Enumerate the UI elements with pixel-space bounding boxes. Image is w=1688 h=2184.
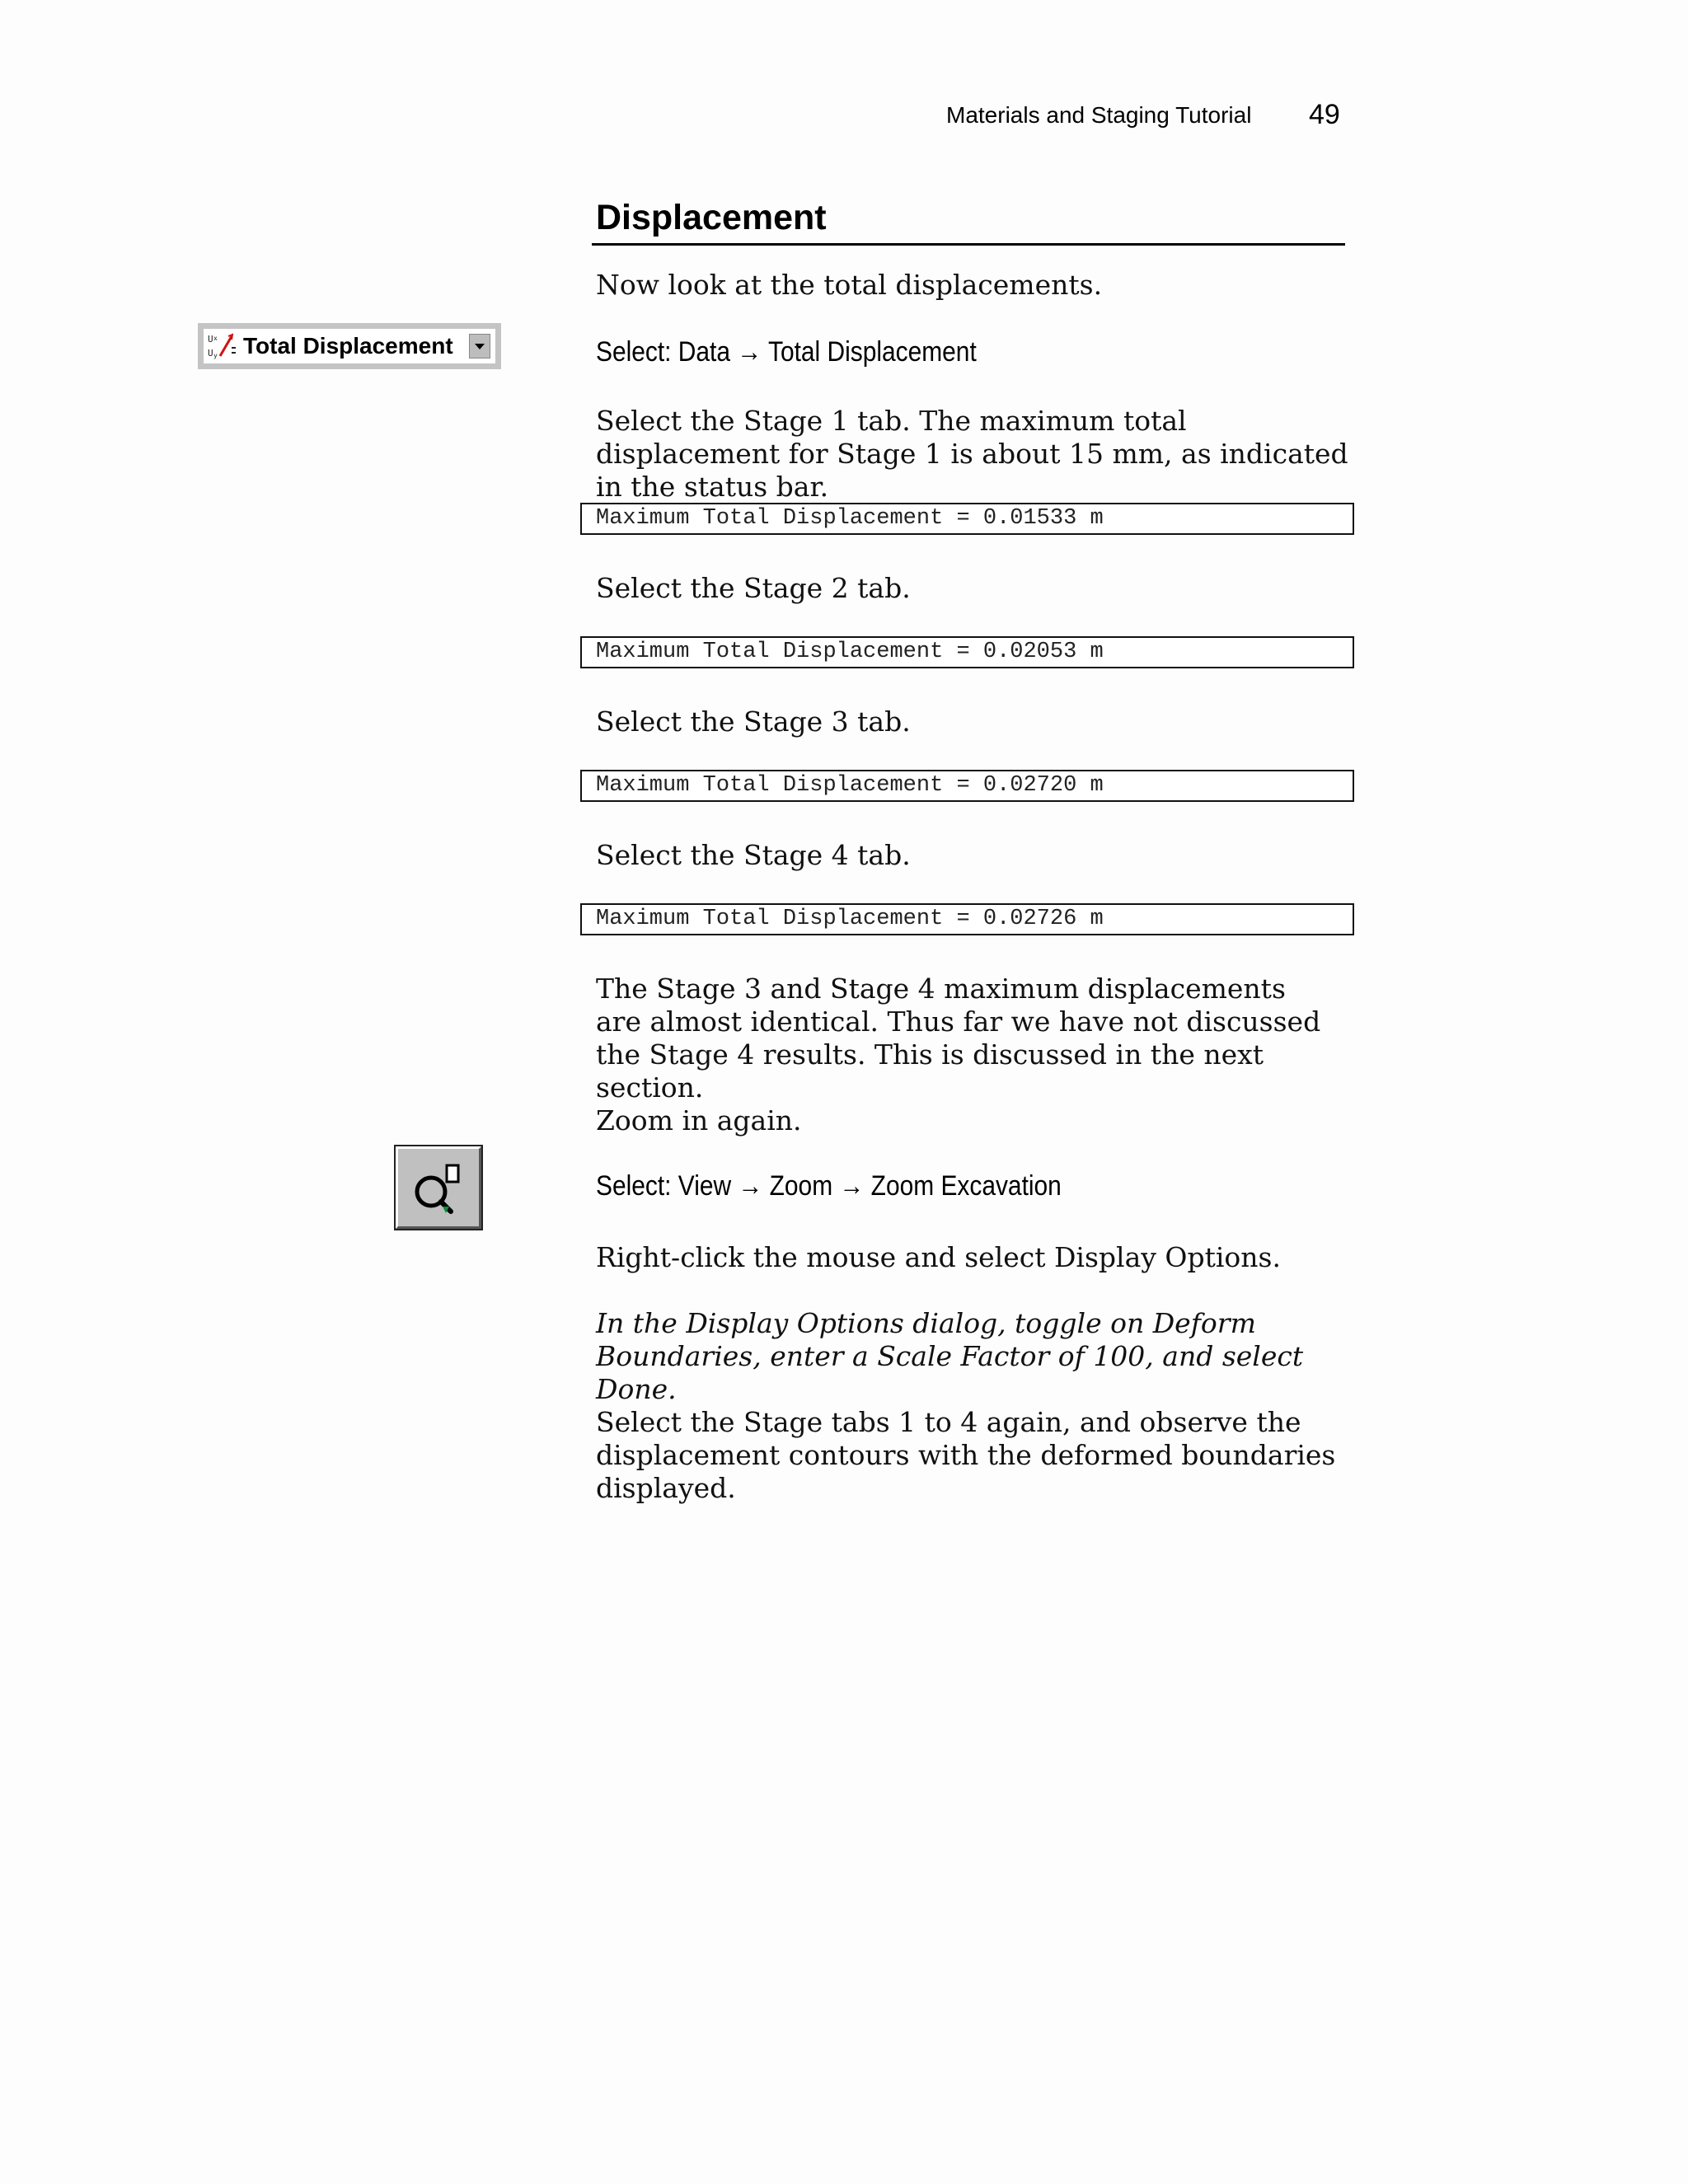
zoom-paragraph: Zoom in again. [596,1104,802,1137]
stage4-paragraph: Select the Stage 4 tab. [596,839,911,871]
zoom-excavation-button[interactable] [396,1146,481,1229]
running-header-title: Materials and Staging Tutorial [946,102,1252,128]
svg-text:y: y [213,352,218,359]
svg-text:U: U [208,334,213,344]
menu-path-data: Select: Data → Total Displacement [596,336,977,368]
zoom-excavation-icon [398,1149,479,1226]
stage2-paragraph: Select the Stage 2 tab. [596,572,911,604]
stage3-paragraph: Select the Stage 3 tab. [596,705,911,738]
intro-paragraph: Now look at the total displacements. [596,269,1103,301]
dialog-instruction-paragraph: In the Display Options dialog, toggle on Deform Boundaries, enter a Scale Factor of 100, and select Done. [596,1307,1304,1405]
final-paragraph: Select the Stage tabs 1 to 4 again, and observe the displacement contours with the deformed boundaries displayed. [596,1406,1336,1504]
page-number: 49 [1309,99,1340,130]
stage1-paragraph: Select the Stage 1 tab. The maximum total displacement for Stage 1 is about 15 mm, as indicated in the status bar. [596,405,1348,503]
svg-text:U: U [208,348,213,359]
status-bar-stage2: Maximum Total Displacement = 0.02053 m [580,636,1354,668]
status-bar-stage1: Maximum Total Displacement = 0.01533 m [580,503,1354,535]
dropdown-selected-value: Total Displacement [243,333,453,359]
data-dropdown[interactable] [198,323,501,369]
svg-text:x: x [213,335,218,342]
right-click-paragraph: Right-click the mouse and select Display Options. [596,1241,1281,1273]
status-bar-stage3: Maximum Total Displacement = 0.02720 m [580,770,1354,802]
section-title-rule [592,243,1345,246]
comparison-paragraph: The Stage 3 and Stage 4 maximum displacements are almost identical. Thus far we have not discussed the Stage 4 results. This is discussed in the next section. [596,972,1321,1104]
menu-path-zoom: Select: View → Zoom → Zoom Excavation [596,1170,1062,1202]
status-bar-stage4: Maximum Total Displacement = 0.02726 m [580,903,1354,935]
chevron-down-icon[interactable] [469,334,490,359]
displacement-data-icon [207,331,238,361]
section-title: Displacement [596,198,827,237]
